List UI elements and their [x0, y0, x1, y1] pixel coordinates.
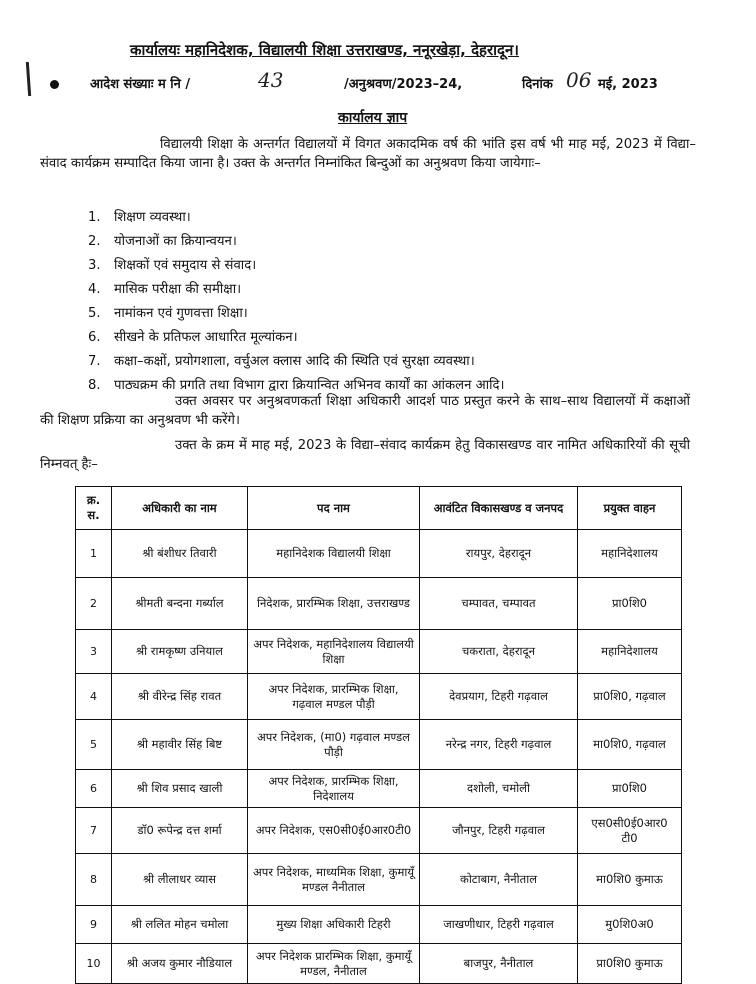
cell-vehicle: मा0शि0, गढ़वाल [578, 720, 682, 770]
cell-block-district: नरेन्द्र नगर, टिहरी गढ़वाल [420, 720, 578, 770]
table-row [76, 854, 682, 906]
cell-serial: 7 [76, 808, 112, 854]
list-item: 5. नामांकन एवं गुणवत्ता शिक्षा। [88, 306, 248, 321]
cell-block-district: दशोली, चमोली [420, 770, 578, 808]
memo-title: कार्यालय ज्ञाप [338, 110, 408, 126]
cell-vehicle: मु0शि0अ0 [578, 906, 682, 944]
cell-vehicle: महानिदेशालय [578, 530, 682, 578]
table-row [76, 906, 682, 944]
cell-officer-name: श्री शिव प्रसाद खाली [112, 770, 248, 808]
cell-officer-name: डॉ0 रूपेन्द्र दत्त शर्मा [112, 808, 248, 854]
cell-vehicle: प्रा0शि0 कुमाऊ [578, 944, 682, 984]
handwritten-date-day: 06 [566, 68, 592, 92]
table-row [76, 770, 682, 808]
cell-block-district: चम्पावत, चम्पावत [420, 578, 578, 630]
cell-serial: 9 [76, 906, 112, 944]
cell-serial: 2 [76, 578, 112, 630]
table-row [76, 630, 682, 674]
cell-designation: अपर निदेशक, प्रारम्भिक शिक्षा, गढ़वाल मण्डल पौड़ी [248, 674, 420, 720]
cell-designation: अपर निदेशक, महानिदेशालय विद्यालयी शिक्षा [248, 630, 420, 674]
cell-block-district: जाखणीधार, टिहरी गढ़वाल [420, 906, 578, 944]
table-row [76, 944, 682, 984]
officers-table [75, 486, 682, 984]
cell-serial: 1 [76, 530, 112, 578]
cell-officer-name: श्री बंशीधर तिवारी [112, 530, 248, 578]
cell-vehicle: मा0शि0 कुमाऊ [578, 854, 682, 906]
table-header-row [76, 487, 682, 530]
cell-vehicle: प्रा0शि0 [578, 770, 682, 808]
handwritten-order-number: 43 [258, 68, 284, 92]
cell-officer-name: श्री रामकृष्ण उनियाल [112, 630, 248, 674]
table-row [76, 808, 682, 854]
cell-designation: अपर निदेशक प्रारम्भिक शिक्षा, कुमायूँ मण्डल, नैनीताल [248, 944, 420, 984]
cell-block-district: कोटाबाग, नैनीताल [420, 854, 578, 906]
office-heading: कार्यालयः महानिदेशक, विद्यालयी शिक्षा उत्तराखण्ड, ननूरखेड़ा, देहरादून। [130, 41, 519, 59]
cell-officer-name: श्री ललित मोहन चमोला [112, 906, 248, 944]
cell-officer-name: श्री अजय कुमार नौडियाल [112, 944, 248, 984]
cell-vehicle: एस0सी0ई0आर0 टी0 [578, 808, 682, 854]
cell-serial: 6 [76, 770, 112, 808]
header-vehicle: प्रयुक्त वाहन [578, 487, 682, 530]
list-item: 3. शिक्षकों एवं समुदाय से संवाद। [88, 258, 257, 273]
list-item: 1. शिक्षण व्यवस्था। [88, 210, 191, 225]
cell-vehicle: प्रा0शि0 [578, 578, 682, 630]
order-number-suffix: /अनुश्रवण/2023–24, [344, 77, 463, 92]
cell-block-district: जौनपुर, टिहरी गढ़वाल [420, 808, 578, 854]
cell-serial: 10 [76, 944, 112, 984]
monitoring-points-list [88, 206, 505, 398]
cell-designation: अपर निदेशक, माध्यमिक शिक्षा, कुमायूँ मण्डल नैनीताल [248, 854, 420, 906]
cell-serial: 4 [76, 674, 112, 720]
cell-officer-name: श्री वीरेन्द्र सिंह रावत [112, 674, 248, 720]
paragraph-observation: उक्त अवसर पर अनुश्रवणकर्ता शिक्षा अधिकारी आदर्श पाठ प्रस्तुत करने के साथ–साथ विद्यालयों में कक्षाओं की शिक्षण प्रक्रिया का अनुश्रवण भी करेंगे। [40, 394, 690, 428]
header-officer-name: अधिकारी का नाम [112, 487, 248, 530]
list-item: 7. कक्षा–कक्षों, प्रयोगशाला, वर्चुअल क्लास आदि की स्थिति एवं सुरक्षा व्यवस्था। [88, 354, 475, 369]
cell-designation: महानिदेशक विद्यालयी शिक्षा [248, 530, 420, 578]
margin-pen-mark [26, 62, 31, 96]
header-designation: पद नाम [248, 487, 420, 530]
date-month-year: मई, 2023 [598, 77, 658, 92]
cell-block-district: चकराता, देहरादून [420, 630, 578, 674]
paragraph-officer-list-intro: उक्त के क्रम में माह मई, 2023 के विद्या–संवाद कार्यक्रम हेतु विकासखण्ड वार नामित अधिकारियों की सूची निम्नवत् हैः– [40, 438, 690, 472]
cell-serial: 8 [76, 854, 112, 906]
bullet-dot [50, 80, 59, 89]
table-row [76, 578, 682, 630]
date-label: दिनांक [522, 77, 553, 92]
table-row [76, 674, 682, 720]
cell-block-district: देवप्रयाग, टिहरी गढ़वाल [420, 674, 578, 720]
cell-vehicle: प्रा0शि0, गढ़वाल [578, 674, 682, 720]
table-row [76, 530, 682, 578]
cell-officer-name: श्री महावीर सिंह बिष्ट [112, 720, 248, 770]
intro-paragraph: विद्यालयी शिक्षा के अन्तर्गत विद्यालयों में विगत अकादमिक वर्ष की भांति इस वर्ष भी माह मई, 2023 में विद्या–संवाद कार्यक्रम सम्पादित किया जाना है। उक्त के अन्तर्गत निम्नांकित बिन्दुओं का अनुश्रवण किया जायेगाः– [40, 137, 696, 171]
cell-officer-name: श्रीमती बन्दना गर्ब्याल [112, 578, 248, 630]
cell-officer-name: श्री लीलाधर व्यास [112, 854, 248, 906]
cell-serial: 3 [76, 630, 112, 674]
list-item: 2. योजनाओं का क्रियान्वयन। [88, 234, 237, 249]
header-serial: क्र. स. [76, 487, 112, 530]
cell-designation: निदेशक, प्रारम्भिक शिक्षा, उत्तराखण्ड [248, 578, 420, 630]
order-number-label: आदेश संख्याः म नि / [90, 77, 191, 92]
cell-designation: मुख्य शिक्षा अधिकारी टिहरी [248, 906, 420, 944]
cell-designation: अपर निदेशक, (मा0) गढ़वाल मण्डल पौड़ी [248, 720, 420, 770]
cell-block-district: रायपुर, देहरादून [420, 530, 578, 578]
list-item: 8. पाठ्यक्रम की प्रगति तथा विभाग द्वारा क्रियान्वित अभिनव कार्यों का आंकलन आदि। [88, 378, 505, 393]
table-row [76, 720, 682, 770]
cell-block-district: बाजपुर, नैनीताल [420, 944, 578, 984]
header-block-district: आवंटित विकासखण्ड व जनपद [420, 487, 578, 530]
list-item: 6. सीखने के प्रतिफल आधारित मूल्यांकन। [88, 330, 298, 345]
list-item: 4. मासिक परीक्षा की समीक्षा। [88, 282, 242, 297]
cell-vehicle: महानिदेशालय [578, 630, 682, 674]
cell-designation: अपर निदेशक, प्रारम्भिक शिक्षा, निदेशालय [248, 770, 420, 808]
cell-designation: अपर निदेशक, एस0सी0ई0आर0टी0 [248, 808, 420, 854]
cell-serial: 5 [76, 720, 112, 770]
